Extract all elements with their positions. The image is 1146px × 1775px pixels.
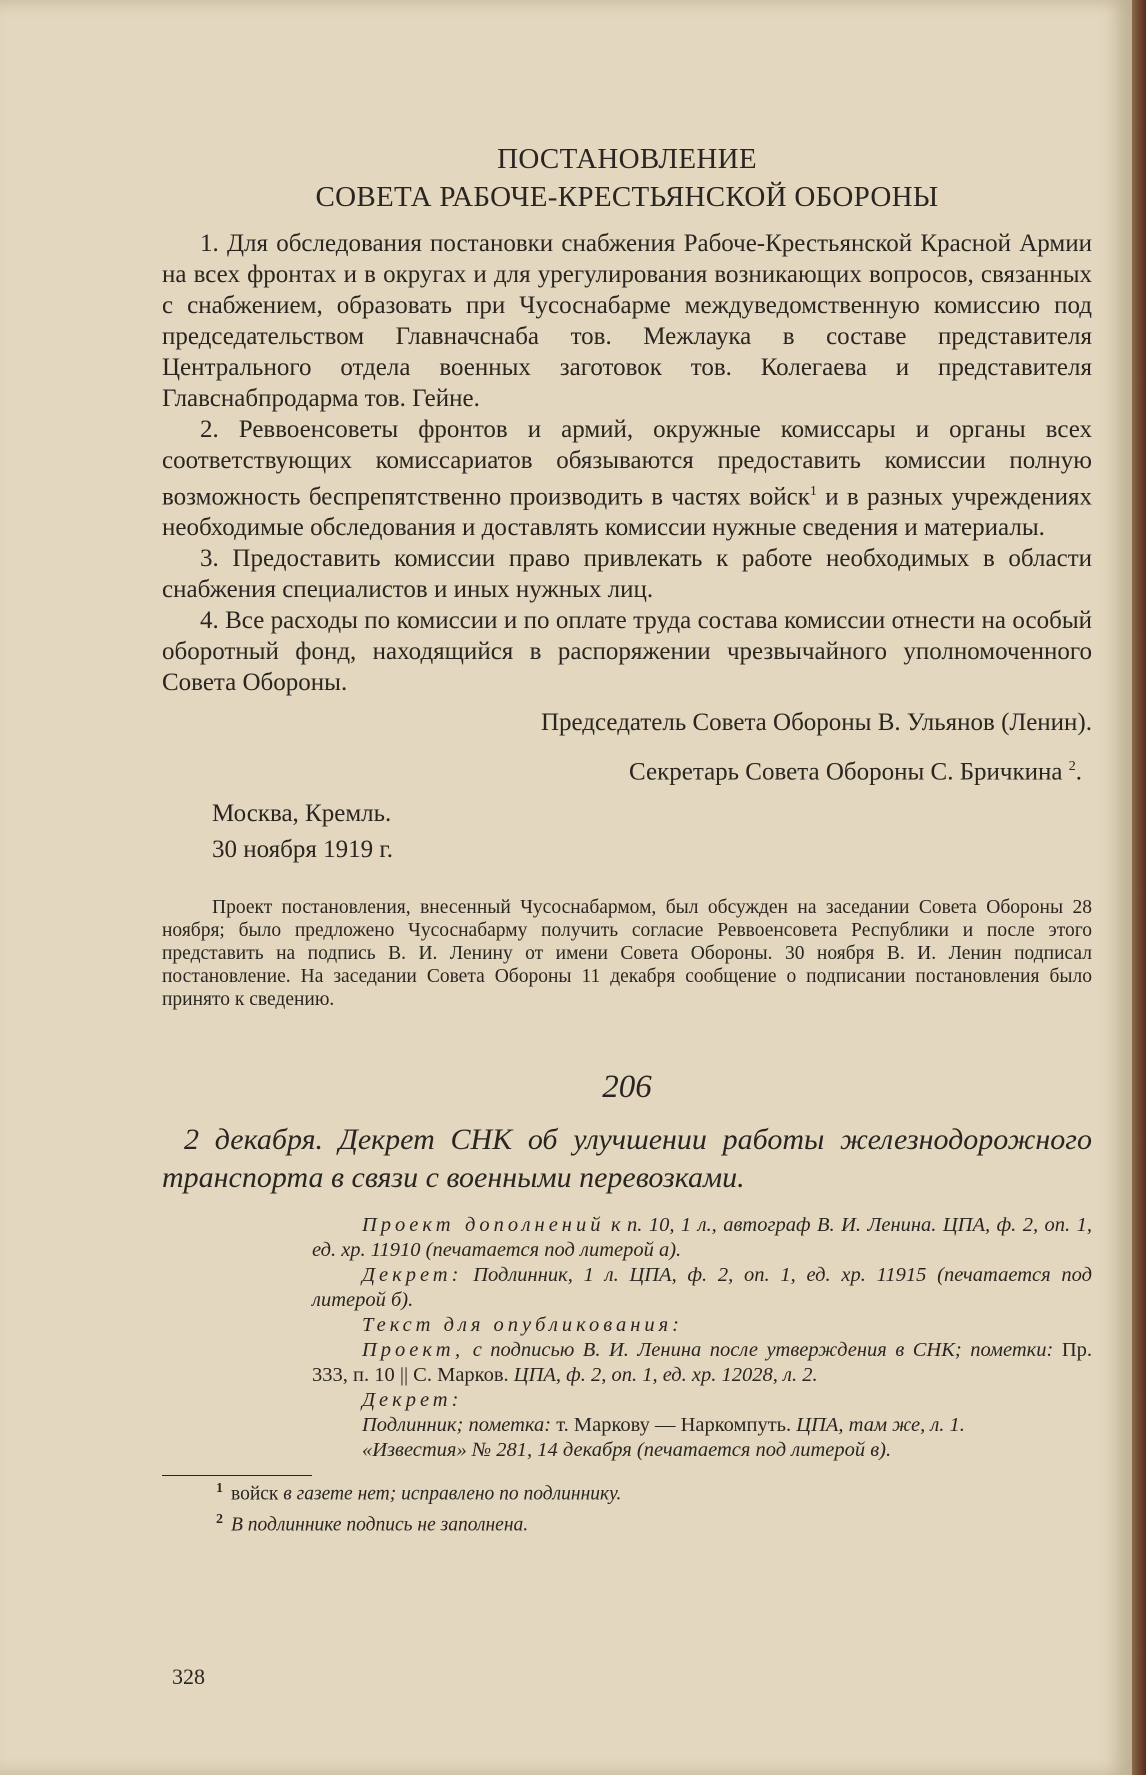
paragraph-2 [162,414,1092,543]
book-edge [1132,0,1146,1775]
footnote-1 [216,1476,1092,1508]
signature-secretary [162,748,1092,791]
document-title [162,140,1092,216]
place-date: 30 ноября 1919 г. [212,835,394,863]
source-1 [312,1213,1092,1263]
paragraph-2-start: 2. Реввоенсоветы фронтов и армий, окружные комиссары и органы всех соответствующих комиссариатов обязываются предоставить комиссии полную возможность беспрепятственно производить в частях войск [162,416,1092,511]
footnote-2-mark: 2 [216,1512,223,1528]
source-5-label: Декрет: [362,1388,463,1411]
paragraph-3: 3. Предоставить комиссии право привлекать к работе необходимых в области снабжения специалистов и иных нужных лиц. [162,545,1092,604]
source-6-text: Подлинник; пометка: [362,1413,557,1436]
entry-number: 206 [602,1068,652,1105]
source-list [312,1213,1092,1463]
paragraph-4: 4. Все расходы по комиссии и по оплате труда состава комиссии отнести на особый оборотный фонд, находящийся в распоряжении чрезвычайного уполномоченного Совета Обороны. [162,607,1092,697]
page-content [162,140,1092,1539]
entry-title: 2 декабря. Декрет СНК об улучшении работы железнодорожного транспорта в связи с военными перевозками. [162,1122,1092,1194]
decree-body [162,228,1092,698]
secretary-end: . [1075,758,1082,786]
source-2-text: Подлинник, 1 л. ЦПА, ф. 2, оп. 1, ед. хр. 11915 (печатается под литерой б). [312,1263,1092,1311]
secretary-text: Секретарь Совета Обороны С. Бричкина [629,758,1063,786]
paragraph-2-end: и в разных учреждениях необходимые обследования и доставлять комиссии нужные сведения и материалы. [162,483,1092,542]
source-1-label: Проект дополнений [362,1213,605,1236]
place-city: Москва, Кремль. [212,799,392,827]
source-2 [312,1263,1092,1313]
source-3 [312,1313,1092,1338]
footnote-marker-1: 1 [809,484,817,499]
source-3-label: Текст для опубликования: [362,1313,683,1336]
footnote-1-mark: 1 [216,1480,223,1496]
source-7: «Известия» № 281, 14 декабря (печатается под литерой в). [362,1438,892,1461]
source-4-marks: Пр. 333, п. 10 || С. Марков. [312,1338,1092,1386]
source-6-marks: т. Маркову — Наркомпуть. [556,1413,792,1436]
place-and-date [212,796,1092,868]
source-1-text: к п. 10, 1 л., автограф В. И. Ленина. ЦПА, ф. 2, оп. 1, ед. хр. 11910 (печатается под литерой а). [312,1213,1093,1261]
footnote-1-text: в газете нет; исправлено по подлиннику. [278,1483,622,1505]
source-6 [312,1413,1092,1438]
source-4-label: Проект, [362,1338,465,1361]
title-line-2: СОВЕТА РАБОЧЕ-КРЕСТЬЯНСКОЙ ОБОРОНЫ [315,181,939,213]
source-5 [312,1388,1092,1413]
source-2-label: Декрет: [362,1263,463,1286]
source-4 [312,1338,1092,1388]
page-number: 328 [172,1664,205,1689]
title-line-1: ПОСТАНОВЛЕНИЕ [497,143,757,175]
source-4-ref: ЦПА, ф. 2, оп. 1, ед. хр. 12028, л. 2. [508,1363,818,1386]
source-4-text: с подписью В. И. Ленина после утверждения в СНК; пометки: [464,1338,1062,1361]
footnote-marker-2: 2 [1068,759,1076,775]
paragraph-1: 1. Для обследования постановки снабжения Рабоче-Крестьянской Красной Армии на всех фронтах и в округах и для урегулирования возникающих вопросов, связанных с снабжением, образовать при Чусоснабарме междуведомственную комиссию под председательством Главначснаба тов. Межлаука в составе представителя Центрального отдела военных заготовок тов. Колегаева и представителя Главснабпродарма тов. Гейне. [162,230,1092,412]
editorial-note: Проект постановления, внесенный Чусоснабармом, был обсужден на заседании Совета Обороны 28 ноября; было предложено Чусоснабарму получить согласие Реввоенсовета Республики и после этого представить на подпись В. И. Ленину от имени Совета Обороны. 30 ноября В. И. Ленин подписал постановление. На заседании Совета Обороны 11 декабря сообщение о подписании постановления было принято к сведению. [162,896,1092,1010]
footnote-2 [216,1507,1092,1539]
signature-chairman: Председатель Совета Обороны В. Ульянов (Ленин). [540,709,1092,737]
footnote-1-word: войск [231,1483,279,1505]
footnote-2-text: В подлиннике подпись не заполнена. [231,1514,529,1536]
source-6-ref: ЦПА, там же, л. 1. [791,1413,965,1436]
